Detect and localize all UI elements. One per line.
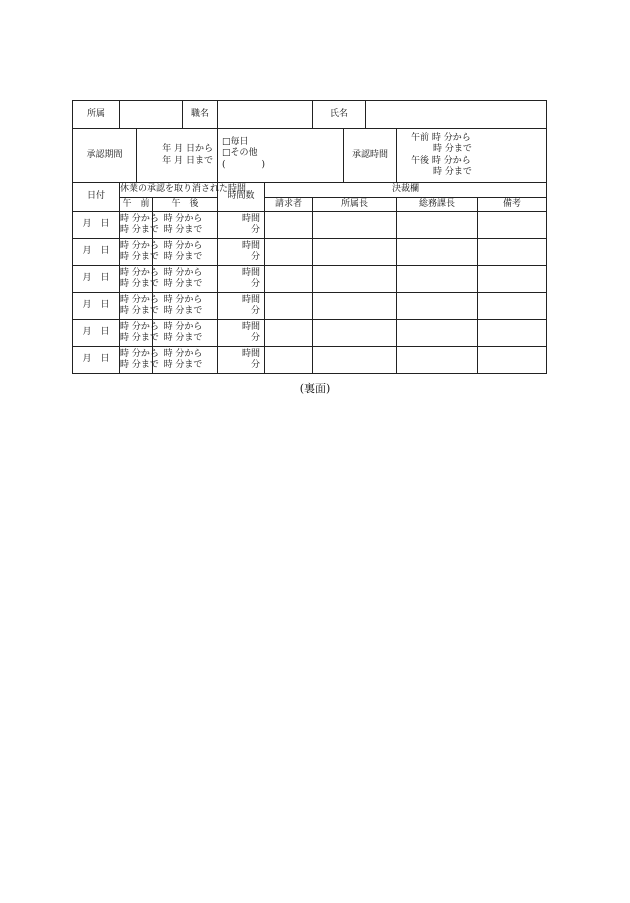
name-label: 氏名 [313, 101, 366, 129]
row-am-time[interactable] [120, 212, 159, 239]
row-pm-time[interactable] [153, 347, 218, 374]
am-from-text: 時 分から [120, 267, 159, 278]
minutes-text: 分 [251, 360, 261, 370]
row-pm-time[interactable] [153, 239, 218, 266]
row-hours[interactable] [218, 320, 265, 347]
pm-to-text: 時 分まで [163, 225, 203, 235]
minutes-text: 分 [251, 279, 261, 289]
other-checkbox[interactable]: □その他 [222, 148, 258, 159]
pm-to: 時 分まで [433, 166, 472, 177]
row-am-time[interactable] [120, 293, 159, 320]
hours-header: 時間数 [218, 183, 265, 212]
leave-cancellation-form [72, 100, 547, 374]
am-from-text: 時 分から [120, 213, 159, 224]
row-requester[interactable] [265, 347, 313, 374]
affiliation-label: 所属 [73, 101, 120, 129]
pm-from: 午後 時 分から [411, 155, 471, 166]
row-hours[interactable] [218, 212, 265, 239]
row-date: 月 日 [73, 239, 120, 266]
am-from-text: 時 分から [120, 294, 159, 305]
pm-to-text: 時 分まで [163, 360, 203, 370]
row-section-chief[interactable] [313, 347, 397, 374]
row-remarks[interactable] [478, 293, 547, 320]
approval-period-label: 承認期間 [73, 129, 137, 183]
column-header-row-1 [73, 183, 547, 198]
header-row [73, 101, 547, 129]
row-remarks[interactable] [478, 239, 547, 266]
pm-to-text: 時 分まで [163, 252, 203, 262]
row-section-chief[interactable] [313, 293, 397, 320]
am-to-text: 時 分まで [120, 333, 159, 343]
row-pm-time[interactable] [153, 212, 218, 239]
am-from-text: 時 分から [120, 240, 159, 251]
am-to-text: 時 分まで [120, 225, 159, 235]
row-hours[interactable] [218, 266, 265, 293]
am-from-text: 時 分から [120, 348, 159, 359]
approval-row [73, 129, 547, 183]
am-to-text: 時 分まで [120, 306, 159, 316]
row-section-chief[interactable] [313, 212, 397, 239]
row-pm-time[interactable] [153, 320, 218, 347]
affiliation-field[interactable] [120, 101, 183, 129]
name-field[interactable] [366, 101, 547, 129]
section-chief-header: 所属長 [313, 198, 397, 212]
row-pm-time[interactable] [153, 293, 218, 320]
pm-from-text: 時 分から [163, 294, 203, 305]
approval-time-label: 承認時間 [344, 129, 397, 183]
requester-header: 請求者 [265, 198, 313, 212]
remarks-header: 備考 [478, 198, 547, 212]
table-row [73, 266, 547, 293]
row-gm-chief[interactable] [397, 239, 478, 266]
pm-from-text: 時 分から [163, 321, 203, 332]
minutes-text: 分 [251, 306, 261, 316]
decision-header: 決裁欄 [265, 183, 547, 198]
approval-frequency-options [218, 129, 344, 183]
hours-text: 時間 [242, 213, 261, 224]
minutes-text: 分 [251, 333, 261, 343]
row-requester[interactable] [265, 293, 313, 320]
row-remarks[interactable] [478, 266, 547, 293]
am-to-text: 時 分まで [120, 360, 159, 370]
row-hours[interactable] [218, 293, 265, 320]
row-gm-chief[interactable] [397, 293, 478, 320]
am-header: 午 前 [120, 198, 153, 212]
row-gm-chief[interactable] [397, 266, 478, 293]
pm-from-text: 時 分から [163, 267, 203, 278]
table-row [73, 239, 547, 266]
daily-checkbox[interactable]: □毎日 [222, 137, 249, 147]
hours-text: 時間 [242, 267, 261, 278]
position-field[interactable] [218, 101, 313, 129]
am-to: 時 分まで [433, 144, 472, 155]
pm-to-text: 時 分まで [163, 279, 203, 289]
am-from: 午前 時 分から [411, 133, 471, 143]
pm-to-text: 時 分まで [163, 306, 203, 316]
row-section-chief[interactable] [313, 320, 397, 347]
table-row [73, 293, 547, 320]
row-remarks[interactable] [478, 320, 547, 347]
column-header-row-2 [73, 198, 547, 212]
date-header: 日付 [73, 183, 120, 212]
period-to: 年 月 日まで [162, 155, 214, 166]
row-pm-time[interactable] [153, 266, 218, 293]
am-to-text: 時 分まで [120, 252, 159, 262]
row-am-time[interactable] [120, 266, 159, 293]
am-to-text: 時 分まで [120, 279, 159, 289]
table-row [73, 347, 547, 374]
am-from-text: 時 分から [120, 321, 159, 332]
row-remarks[interactable] [478, 212, 547, 239]
pm-from-text: 時 分から [163, 213, 203, 224]
row-gm-chief[interactable] [397, 320, 478, 347]
row-gm-chief[interactable] [397, 212, 478, 239]
row-date: 月 日 [73, 212, 120, 239]
row-section-chief[interactable] [313, 239, 397, 266]
row-hours[interactable] [218, 239, 265, 266]
row-am-time[interactable] [120, 347, 159, 374]
approval-time-value[interactable] [397, 129, 547, 183]
row-am-time[interactable] [120, 320, 159, 347]
row-section-chief[interactable] [313, 266, 397, 293]
page-caption: (裏面) [299, 382, 331, 395]
other-paren: ( ) [222, 159, 266, 170]
row-requester[interactable] [265, 239, 313, 266]
minutes-text: 分 [251, 225, 261, 235]
hours-text: 時間 [242, 240, 261, 251]
row-date: 月 日 [73, 266, 120, 293]
row-date: 月 日 [73, 347, 120, 374]
table-row [73, 212, 547, 239]
row-requester[interactable] [265, 212, 313, 239]
row-date: 月 日 [73, 293, 120, 320]
pm-from-text: 時 分から [163, 348, 203, 359]
row-requester[interactable] [265, 266, 313, 293]
row-gm-chief[interactable] [397, 347, 478, 374]
hours-text: 時間 [242, 294, 261, 305]
row-hours[interactable] [218, 347, 265, 374]
table-row [73, 320, 547, 347]
period-from: 年 月 日から [162, 144, 214, 155]
pm-header: 午 後 [153, 198, 218, 212]
gm-chief-header: 総務課長 [397, 198, 478, 212]
pm-to-text: 時 分まで [163, 333, 203, 343]
row-date: 月 日 [73, 320, 120, 347]
hours-text: 時間 [242, 321, 261, 332]
cancelled-time-header: 休業の承認を取り消された時間 [120, 183, 218, 198]
position-label: 職名 [183, 101, 218, 129]
row-am-time[interactable] [120, 239, 159, 266]
approval-period-value[interactable] [137, 129, 218, 183]
pm-from-text: 時 分から [163, 240, 203, 251]
row-requester[interactable] [265, 320, 313, 347]
minutes-text: 分 [251, 252, 261, 262]
row-remarks[interactable] [478, 347, 547, 374]
hours-text: 時間 [242, 348, 261, 359]
